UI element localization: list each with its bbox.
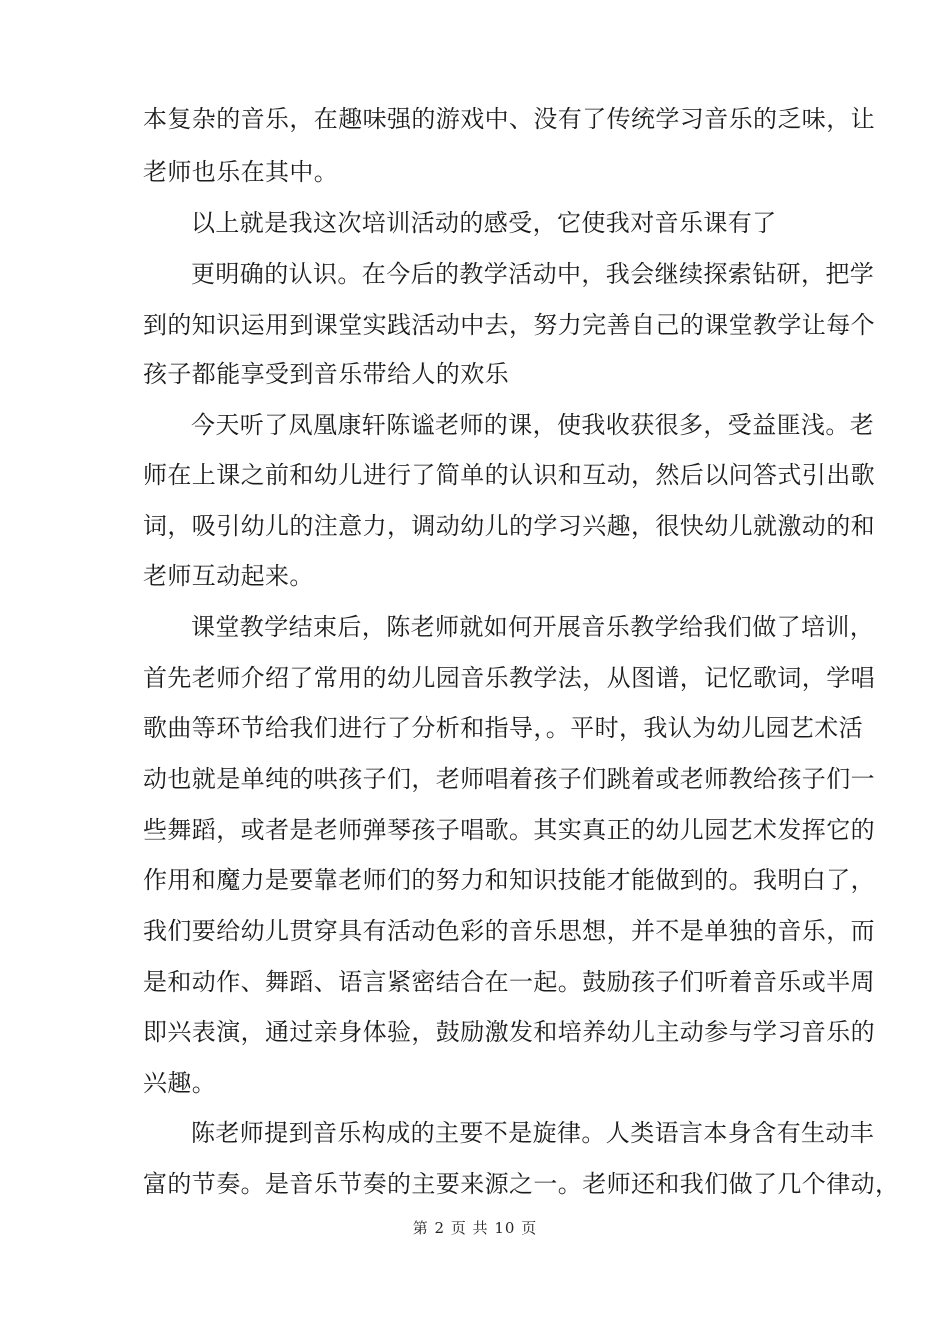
text-line: 今天听了凤凰康轩陈谧老师的课，使我收获很多，受益匪浅。老: [191, 411, 875, 439]
text-line: 首先老师介绍了常用的幼儿园音乐教学法，从图谱，记忆歌词，学唱: [143, 664, 875, 692]
text-line: 兴趣。: [143, 1069, 217, 1097]
text-line: 词，吸引幼儿的注意力，调动幼儿的学习兴趣，很快幼儿就激动的和: [143, 512, 875, 540]
text-line: 课堂教学结束后，陈老师就如何开展音乐教学给我们做了培训，: [191, 613, 875, 641]
page-number-footer: 第 2 页 共 10 页: [412, 1219, 538, 1237]
text-line: 即兴表演，通过亲身体验，鼓励激发和培养幼儿主动参与学习音乐的: [143, 1018, 875, 1046]
text-line: 老师互动起来。: [143, 562, 314, 590]
text-line: 孩子都能享受到音乐带给人的欢乐: [143, 360, 509, 388]
text-line: 以上就是我这次培训活动的感受，它使我对音乐课有了: [191, 209, 777, 237]
text-line: 富的节奏。是音乐节奏的主要来源之一。老师还和我们做了几个律动，: [143, 1170, 900, 1198]
text-line: 陈老师提到音乐构成的主要不是旋律。人类语言本身含有生动丰: [191, 1119, 875, 1147]
text-line: 师在上课之前和幼儿进行了简单的认识和互动，然后以问答式引出歌: [143, 461, 875, 489]
text-line: 老师也乐在其中。: [143, 158, 339, 186]
text-line: 我们要给幼儿贯穿具有活动色彩的音乐思想，并不是单独的音乐，而: [143, 917, 875, 945]
text-line: 更明确的认识。在今后的教学活动中，我会继续探索钻研，把学: [191, 260, 875, 288]
text-line: 是和动作、舞蹈、语言紧密结合在一起。鼓励孩子们听着音乐或半周: [143, 968, 875, 996]
text-line: 本复杂的音乐，在趣味强的游戏中、没有了传统学习音乐的乏味，让: [143, 105, 875, 133]
text-line: 些舞蹈，或者是老师弹琴孩子唱歌。其实真正的幼儿园艺术发挥它的: [143, 816, 875, 844]
text-line: 动也就是单纯的哄孩子们，老师唱着孩子们跳着或老师教给孩子们一: [143, 765, 875, 793]
text-line: 作用和魔力是要靠老师们的努力和知识技能才能做到的。我明白了，: [143, 866, 875, 894]
text-line: 到的知识运用到课堂实践活动中去，努力完善自己的课堂教学让每个: [143, 311, 875, 339]
text-line: 歌曲等环节给我们进行了分析和指导，。平时，我认为幼儿园艺术活: [143, 714, 863, 742]
